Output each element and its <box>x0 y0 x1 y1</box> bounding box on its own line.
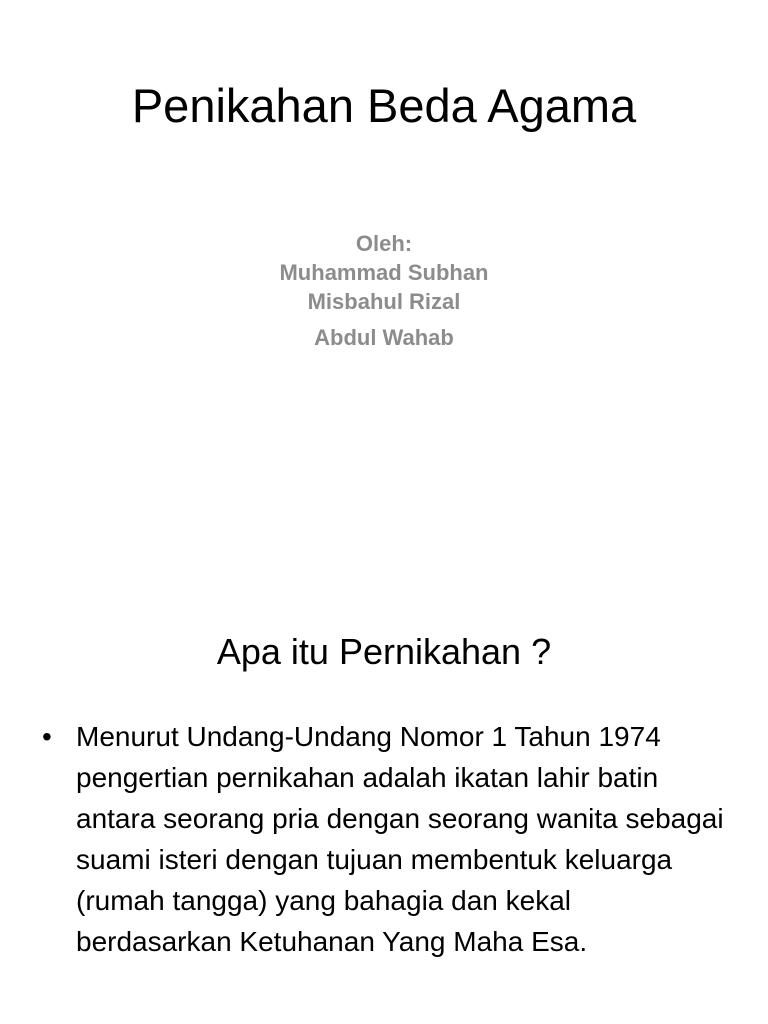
bullet-item <box>40 716 730 962</box>
bullet-list <box>40 716 730 962</box>
author-label: Oleh: <box>355 231 413 256</box>
author-name: Abdul Wahab <box>314 325 454 350</box>
slide-content <box>0 512 768 1024</box>
bullet-dot-icon: • <box>42 721 52 752</box>
section-title: Apa itu Pernikahan ? <box>216 631 552 672</box>
author-name: Misbahul Rizal <box>307 289 461 314</box>
bullet-text: Menurut Undang-Undang Nomor 1 Tahun 1974 pengertian pernikahan adalah ikatan lahir batin antara seorang pria dengan seorang wanita sebagai suami isteri dengan tujuan membentuk keluarga (rumah tangga) yang bahagia dan kekal berdasarkan Ketuhanan Yang Maha Esa. <box>76 721 724 957</box>
author-list <box>0 229 768 352</box>
page-title: Penikahan Beda Agama <box>131 79 637 132</box>
author-name: Muhammad Subhan <box>279 260 489 285</box>
